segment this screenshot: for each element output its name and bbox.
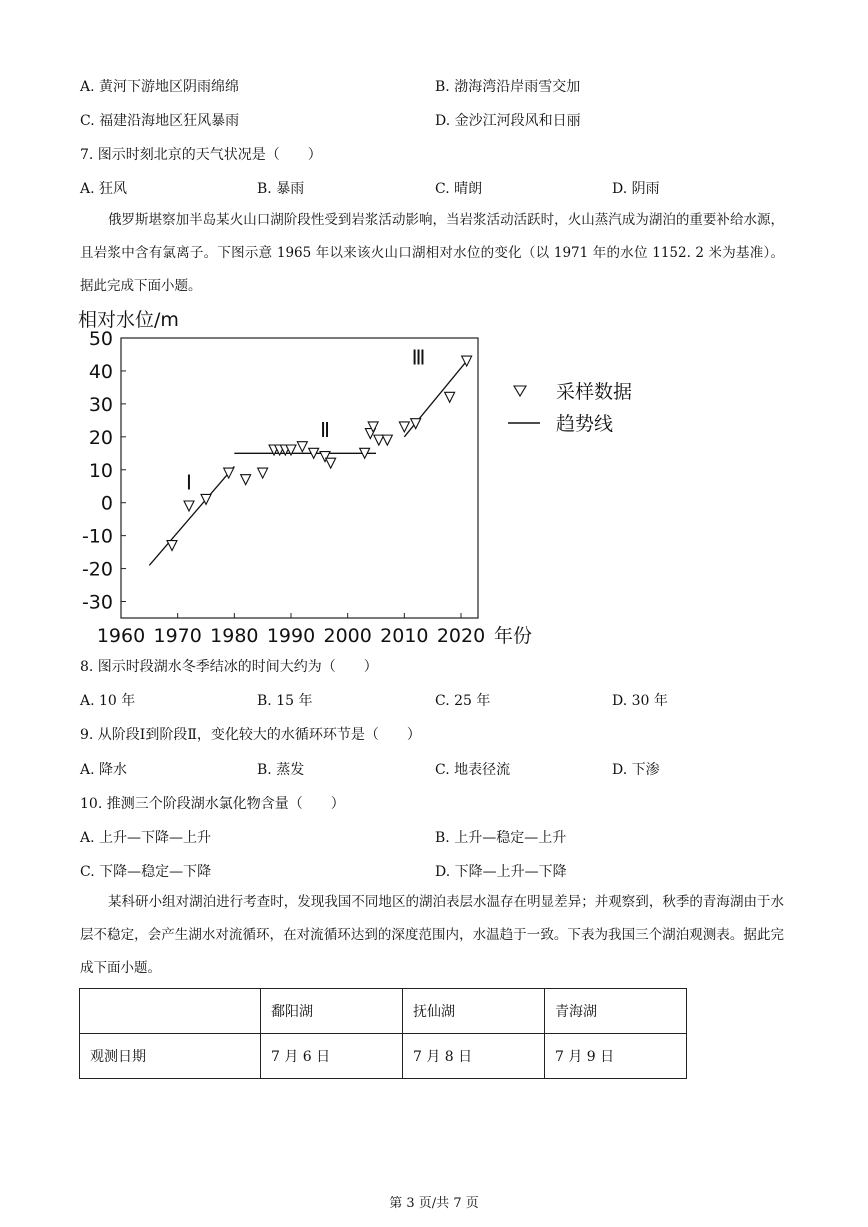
q10-stem: 10. 推测三个阶段湖水氯化物含量（ ） [80, 796, 345, 812]
x-tick-label: 1960 [96, 625, 146, 647]
x-tick-label: 2000 [323, 625, 372, 647]
x-axis-label: 年份 [494, 625, 533, 647]
legend-trend-label: 趋势线 [556, 413, 614, 435]
sample-point [258, 468, 268, 478]
sample-point [382, 435, 392, 445]
x-tick-label: 1990 [266, 625, 316, 647]
q8-option-d: D. 30 年 [612, 693, 668, 709]
sample-point [326, 458, 336, 468]
q7-option-c: C. 晴朗 [435, 181, 483, 197]
passage-volcanic-lake-text: 俄罗斯堪察加半岛某火山口湖阶段性受到岩浆活动影响，当岩浆活动活跃时，火山蒸汽成为湖泊的重要补给水源，且岩浆中含有氯离子。下图示意 1965 年以来该火山口湖相对水位的变化（以 1971 年的水位 1152. 2 米为基准）。据此完成下面小题。 [80, 212, 784, 294]
water-level-chart [0, 300, 868, 650]
y-tick-label: -10 [81, 525, 113, 548]
q8-stem: 8. 图示时段湖水冬季结冰的时间大约为（ ） [80, 659, 378, 675]
y-axis-label: 相对水位/m [78, 309, 179, 331]
q9-option-a: A. 降水 [80, 762, 128, 778]
q9-option-b: B. 蒸发 [257, 762, 305, 778]
q8-option-a: A. 10 年 [80, 693, 136, 709]
legend-sample-label: 采样数据 [556, 381, 633, 403]
table-header-cell: 青海湖 [545, 989, 687, 1034]
y-tick-label: 30 [88, 393, 113, 416]
plot-frame [121, 338, 478, 618]
q6-option-a: A. 黄河下游地区阴雨绵绵 [80, 79, 240, 95]
q8-option-c: C. 25 年 [435, 693, 491, 709]
x-tick-label: 1980 [210, 625, 259, 647]
q10-option-a: A. 上升—下降—上升 [80, 830, 212, 846]
q7-option-b: B. 暴雨 [257, 181, 305, 197]
q6-option-c: C. 福建沿海地区狂风暴雨 [80, 113, 240, 129]
sample-point [374, 435, 384, 445]
y-tick-label: 10 [88, 459, 113, 482]
q6-option-d: D. 金沙江河段风和日丽 [435, 113, 581, 129]
y-tick-label: 40 [88, 360, 113, 383]
q7-option-d: D. 阴雨 [612, 181, 660, 197]
x-tick-label: 2020 [436, 625, 486, 647]
sample-point [297, 442, 307, 452]
q10-option-d: D. 下降—上升—下降 [435, 864, 567, 880]
table-cell: 7 月 6 日 [261, 1034, 403, 1079]
y-tick-label: 20 [88, 426, 113, 449]
passage-lake-survey [80, 886, 784, 985]
q9-stem: 9. 从阶段Ⅰ到阶段Ⅱ，变化较大的水循环环节是（ ） [80, 727, 421, 743]
sample-point [167, 541, 177, 551]
y-tick-label: -20 [81, 558, 113, 581]
y-tick-label: -30 [81, 591, 113, 614]
table-cell: 观测日期 [80, 1034, 261, 1079]
sample-point [184, 501, 194, 511]
stage-label: Ⅰ [186, 470, 192, 495]
passage-volcanic-lake [80, 204, 784, 303]
table-cell: 7 月 8 日 [403, 1034, 545, 1079]
table-header-cell: 鄱阳湖 [261, 989, 403, 1034]
stage-label: Ⅱ [320, 417, 330, 442]
page-footer: 第 3 页/共 7 页 [389, 1196, 479, 1211]
y-tick-label: 50 [88, 328, 113, 350]
table-row [80, 1034, 687, 1079]
stage-label: Ⅲ [411, 345, 426, 370]
passage-lake-survey-text: 某科研小组对湖泊进行考查时，发现我国不同地区的湖泊表层水温存在明显差异；并观察到，秋季的青海湖由于水层不稳定，会产生湖水对流循环，在对流循环达到的深度范围内，水温趋于一致。下表为我国三个湖泊观测表。据此完成下面小题。 [80, 894, 784, 976]
sample-point [399, 422, 409, 432]
q10-option-b: B. 上升—稳定—上升 [435, 830, 567, 846]
q6-option-b: B. 渤海湾沿岸雨雪交加 [435, 79, 581, 95]
q9-option-c: C. 地表径流 [435, 762, 511, 778]
q7-stem: 7. 图示时刻北京的天气状况是（ ） [80, 147, 322, 163]
q10-option-c: C. 下降—稳定—下降 [80, 864, 212, 880]
q8-option-b: B. 15 年 [257, 693, 313, 709]
table-header-row [80, 989, 687, 1034]
table-cell: 7 月 9 日 [545, 1034, 687, 1079]
legend-sample-icon [514, 386, 526, 396]
x-tick-label: 2010 [380, 625, 429, 647]
sample-point [445, 392, 455, 402]
q9-option-d: D. 下渗 [612, 762, 660, 778]
lake-observation-table [79, 988, 687, 1079]
y-tick-label: 0 [100, 492, 113, 515]
q7-option-a: A. 狂风 [80, 181, 128, 197]
x-tick-label: 1970 [153, 625, 202, 647]
table-header-cell: 抚仙湖 [403, 989, 545, 1034]
sample-point [241, 475, 251, 485]
table-header-cell [80, 989, 261, 1034]
